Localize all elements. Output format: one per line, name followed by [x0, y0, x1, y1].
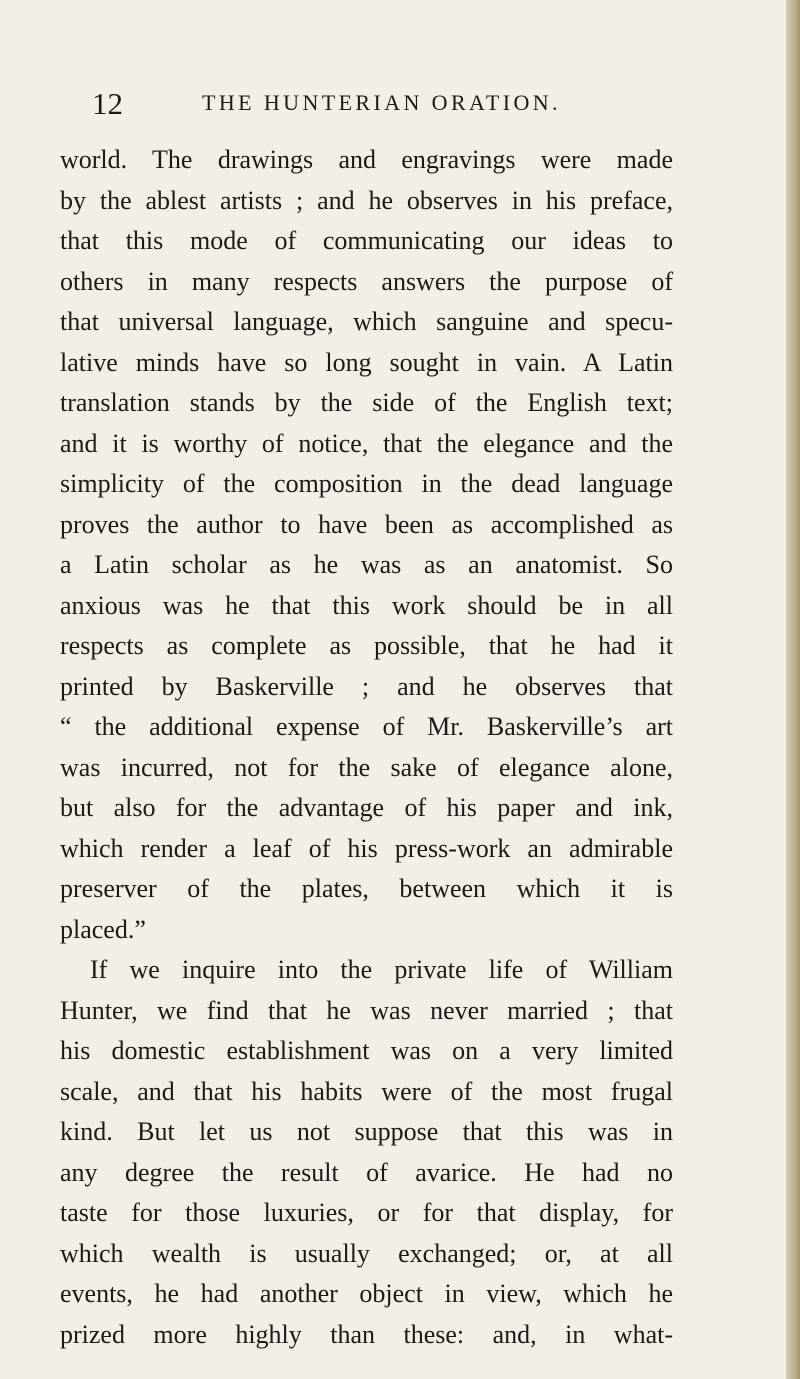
body-text — [60, 140, 673, 1355]
text-line: lative minds have so long sought in vain. A Latin — [60, 347, 673, 377]
text-line: a Latin scholar as he was as an anatomist. So — [60, 550, 673, 579]
text-line: “ the additional expense of Mr. Baskerville’s art — [60, 712, 673, 741]
text-line: translation stands by the side of the English text; — [60, 388, 673, 417]
text-line: respects as complete as possible, that he had it — [60, 631, 673, 660]
text-line: world. The drawings and engravings were made — [60, 145, 673, 174]
text-line: preserver of the plates, between which it is — [60, 874, 673, 903]
text-line: simplicity of the composition in the dead language — [60, 469, 673, 498]
text-line: and it is worthy of notice, that the elegance and the — [60, 428, 673, 458]
text-line: was incurred, not for the sake of elegance alone, — [60, 752, 673, 782]
text-line: proves the author to have been as accomplished as — [60, 509, 673, 539]
text-line: scale, and that his habits were of the most frugal — [60, 1076, 673, 1106]
text-line: anxious was he that this work should be in all — [60, 590, 673, 620]
text-line: any degree the result of avarice. He had no — [60, 1157, 673, 1187]
page-edge — [786, 0, 800, 1379]
text-line: which wealth is usually exchanged; or, at all — [60, 1238, 673, 1268]
text-line: prized more highly than these: and, in what- — [60, 1319, 673, 1349]
text-line: that this mode of communicating our ideas to — [60, 226, 673, 255]
text-line: that universal language, which sanguine and specu- — [60, 307, 673, 336]
text-line: events, he had another object in view, which he — [60, 1279, 673, 1308]
text-line: printed by Baskerville ; and he observes that — [60, 671, 673, 701]
text-line: by the ablest artists ; and he observes in his preface, — [60, 185, 673, 215]
text-line: others in many respects answers the purpose of — [60, 266, 673, 296]
text-line: but also for the advantage of his paper and ink, — [60, 793, 673, 822]
text-line: which render a leaf of his press-work an admirable — [60, 833, 673, 863]
text-line: his domestic establishment was on a very limited — [60, 1036, 673, 1065]
page-header — [92, 84, 742, 124]
text-line: kind. But let us not suppose that this was in — [60, 1117, 673, 1146]
text-line: Hunter, we find that he was never married ; that — [60, 995, 673, 1025]
running-title: THE HUNTERIAN ORATION. — [202, 90, 561, 115]
text-line: placed.” — [60, 914, 146, 944]
text-line: If we inquire into the private life of William — [90, 955, 673, 984]
text-line: taste for those luxuries, or for that display, for — [60, 1198, 673, 1227]
page-number: 12 — [92, 86, 123, 121]
